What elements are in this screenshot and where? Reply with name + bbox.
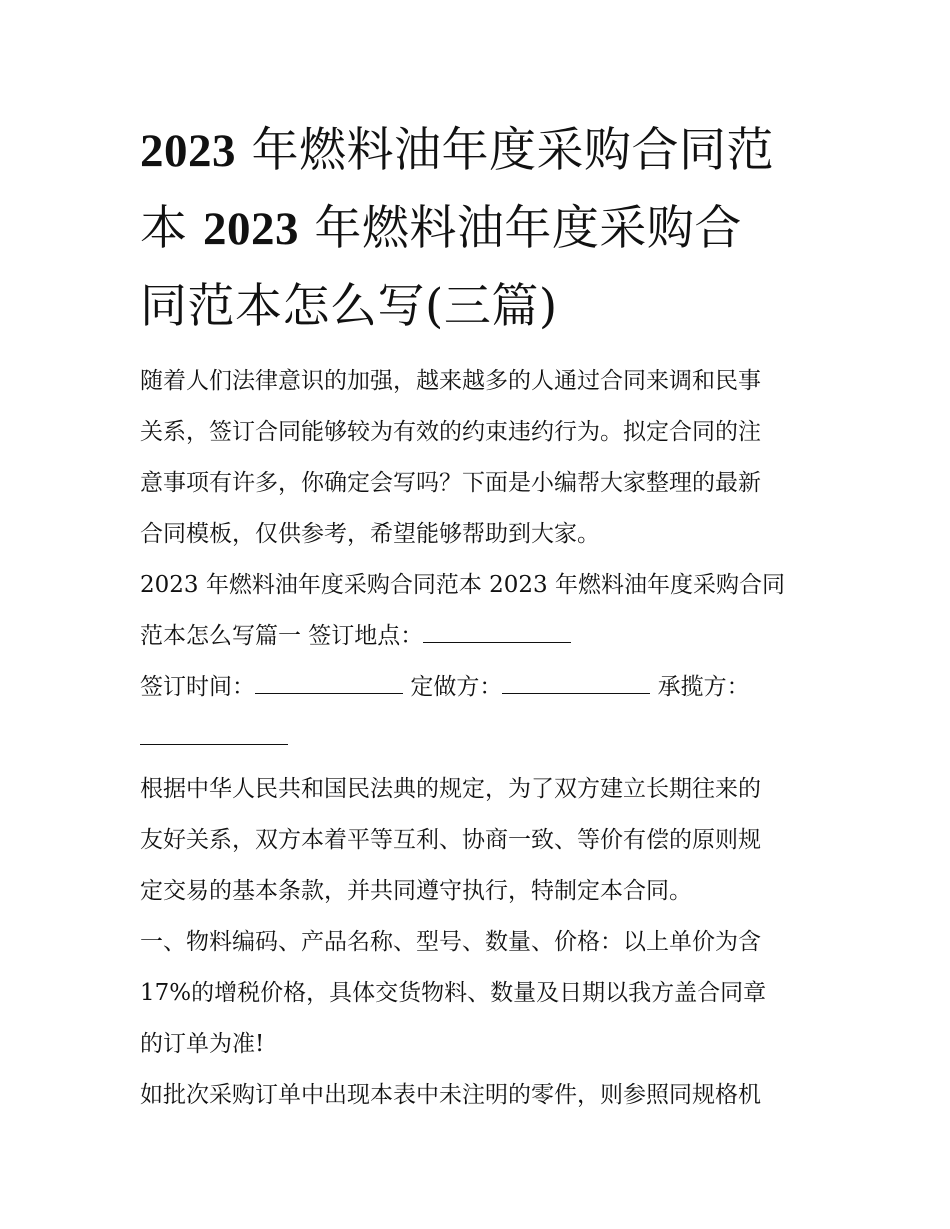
intro-line: 合同模板，仅供参考，希望能够帮助到大家。 (140, 521, 600, 547)
clause-line: 根据中华人民共和国民法典的规定，为了双方建立长期往来的 (140, 776, 761, 802)
document-title (140, 112, 820, 345)
intro-line: 意事项有许多，你确定会写吗？下面是小编帮大家整理的最新 (140, 470, 761, 496)
clause-line: 的订单为准! (140, 1031, 265, 1057)
title-year: 2023 (202, 203, 299, 255)
signing-place-blank (423, 622, 571, 643)
intro-line: 随着人们法律意识的加强，越来越多的人通过合同来调和民事 (140, 368, 761, 394)
subtitle-line-with-blank (140, 611, 820, 662)
title-text: 年燃料油年度采购合同范 (251, 123, 774, 178)
subtitle-line: 2023 年燃料油年度采购合同范本 2023 年燃料油年度采购合同 (140, 572, 785, 598)
signing-time-blank (255, 673, 403, 694)
party-b-label: 承揽方： (657, 674, 750, 700)
title-line-3: 同范本怎么写(三篇) (140, 279, 558, 334)
title-line-1 (140, 112, 820, 190)
signing-time-label: 签订时间： (140, 674, 255, 700)
title-text: 年燃料油年度采购合 (314, 201, 742, 256)
clause-line: 友好关系，双方本着平等互利、协商一致、等价有偿的原则规 (140, 827, 761, 853)
party-b-blank-line (140, 713, 820, 764)
clause-line: 一、物料编码、产品名称、型号、数量、价格：以上单价为含 (140, 929, 761, 955)
party-a-blank (502, 673, 650, 694)
party-b-blank (140, 724, 288, 745)
clause-line: 17%的增税价格，具体交货物料、数量及日期以我方盖合同章 (140, 980, 767, 1006)
clause-line: 如批次采购订单中出现本表中未注明的零件，则参照同规格机 (140, 1082, 761, 1108)
signing-place-label: 范本怎么写篇一 签订地点： (140, 623, 424, 649)
document-body (140, 356, 820, 1121)
title-year: 2023 (140, 125, 236, 177)
party-a-label: 定做方： (410, 674, 503, 700)
title-line-2 (140, 190, 820, 268)
signing-line (140, 662, 820, 713)
intro-line: 关系，签订合同能够较为有效的约束违约行为。拟定合同的注 (140, 419, 761, 445)
clause-line: 定交易的基本条款，并共同遵守执行，特制定本合同。 (140, 878, 692, 904)
title-text: 本 (140, 201, 188, 256)
